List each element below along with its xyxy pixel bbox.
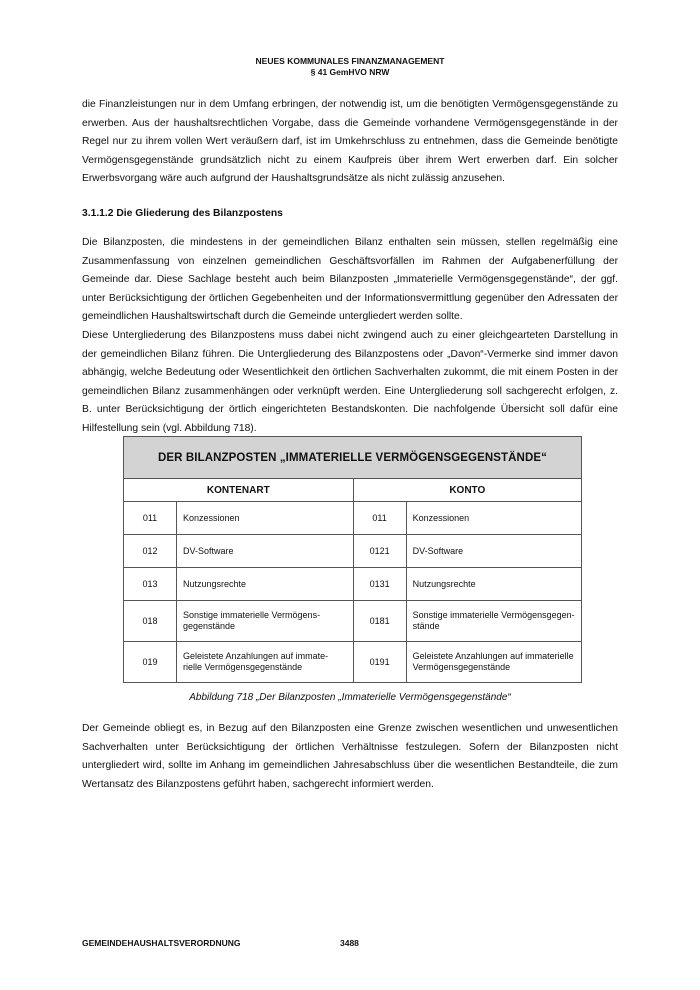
paragraph-untergliederung: Diese Untergliederung des Bilanzpostens muss dabei nicht zwingend auch zu einer gleichgearteten Darstellung in der gemeindlichen Bilanz führen. Die Untergliederung des Bilanzpostens oder „Davon“-Vermerke sind immer davon abhängig, welche Bedeutung oder Wesentlichkeit den örtlichen Sachverhalten zukommt, die mit einem Posten in der gemeindlichen Bilanz zusammenhängen oder verknüpft werden. Eine Untergliederung soll sachgerecht erfolgen, z. B. unter Berücksichtigung der örtlich eingerichteten Bestandskonten. Die nachfolgende Übersicht soll dafür eine Hilfestellung sein (vgl. Abbildung 718). [82,330,618,434]
konto-label: Geleistete Anzahlungen auf immaterielle Vermögensgegenstände [406,642,581,683]
kontenart-number: 018 [124,601,177,642]
table-row [124,535,582,568]
table-title: DER BILANZPOSTEN „IMMATERIELLE VERMÖGENSGEGENSTÄNDE“ [124,437,582,479]
table-row [124,502,582,535]
footer-title: GEMEINDEHAUSHALTSVERORDNUNG [82,938,241,948]
konto-label: DV-Software [406,535,581,568]
column-header-kontenart: KONTENART [124,479,354,502]
kontenart-label: Sonstige immaterielle Vermögens-gegenstände [177,601,354,642]
kontenart-label: Konzessionen [177,502,354,535]
paragraph-intro: die Finanzleistungen nur in dem Umfang erbringen, der notwendig ist, um die benötigten Vermögensgegenstände zu erwerben. Aus der haushaltsrechtlichen Vorgabe, dass die Gemeinde vorhandene Vermögensgegenstände in der Regel nur zu ihrem vollen Wert veräußern darf, ist im Umkehrschluss zu entnehmen, dass die Gemeinde benötigte Vermögensgegenstände grundsätzlich nicht zu einem Kaufpreis über ihrem Wert erwerben darf. Ein solcher Erwerbsvorgang wäre auch aufgrund der Haushaltsgrundsätze als nicht zulässig anzusehen. [82,99,618,185]
figure-caption: Abbildung 718 „Der Bilanzposten „Immaterielle Vermögensgegenstände“ [189,692,511,703]
kontenart-number: 012 [124,535,177,568]
table-row [124,568,582,601]
kontenart-number: 019 [124,642,177,683]
table-row [124,601,582,642]
konto-number: 011 [353,502,406,535]
page-header [0,56,700,78]
kontenart-number: 011 [124,502,177,535]
kontenart-label: Nutzungsrechte [177,568,354,601]
header-subtitle: § 41 GemHVO NRW [310,67,390,77]
konto-label: Sonstige immaterielle Vermögensgegen-stände [406,601,581,642]
konto-label: Konzessionen [406,502,581,535]
paragraph-gliederung: Die Bilanzposten, die mindestens in der gemeindlichen Bilanz enthalten sein müssen, stellen regelmäßig eine Zusammenfassung von einzelnen gemeindlichen Geschäftsvorfällen im Rahmen der Aufgabenerfüllung der Gemeinde dar. Diese Sachlage besteht auch beim Bilanzposten „Immaterielle Vermögensgegenstände“, der ggf. unter Berücksichtigung der örtlichen Gegebenheiten und der Informationsvermittlung gegenüber den Adressaten der gemeindlichen Haushaltswirtschaft durch die Gemeinde untergliedert werden sollte. [82,237,618,323]
section-heading: 3.1.1.2 Die Gliederung des Bilanzpostens [82,208,283,219]
konto-number: 0191 [353,642,406,683]
table-row [124,642,582,683]
header-title: NEUES KOMMUNALES FINANZMANAGEMENT [255,56,445,66]
kontenart-label: DV-Software [177,535,354,568]
konto-number: 0121 [353,535,406,568]
konto-number: 0181 [353,601,406,642]
kontenart-label: Geleistete Anzahlungen auf immate-rielle Vermögensgegenstände [177,642,354,683]
page-number: 3488 [340,938,359,948]
kontenart-number: 013 [124,568,177,601]
konto-number: 0131 [353,568,406,601]
paragraph-grenze: Der Gemeinde obliegt es, in Bezug auf den Bilanzposten eine Grenze zwischen wesentlichen und unwesentlichen Sachverhalten unter Berücksichtigung der örtlichen Verhältnisse festzulegen. Sofern der Bilanzposten nicht untergliedert wird, sollte im Anhang im gemeindlichen Jahresabschluss über die wesentlichen Bestandteile, die zum Wertansatz des Bilanzpostens geführt haben, sachgerecht informiert werden. [82,723,618,790]
bilanzposten-table [123,436,582,683]
column-header-konto: KONTO [353,479,581,502]
konto-label: Nutzungsrechte [406,568,581,601]
